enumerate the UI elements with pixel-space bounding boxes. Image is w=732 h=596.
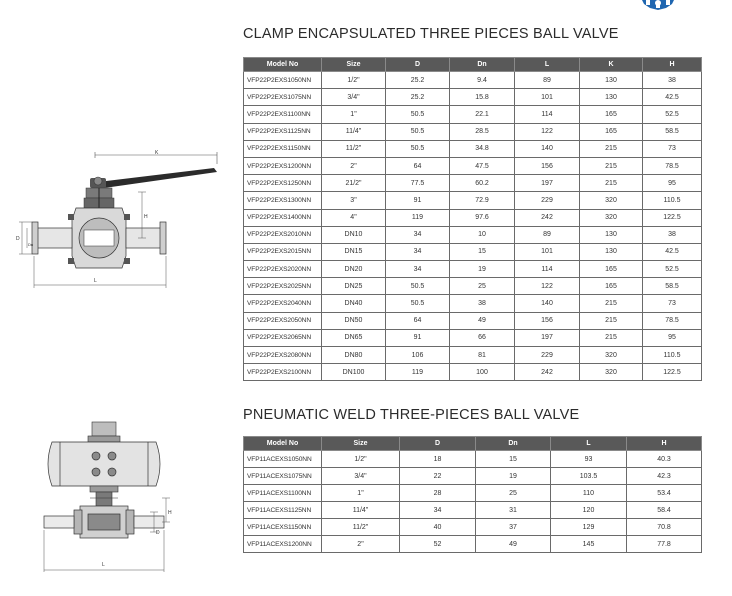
- size-cell: 3/4": [322, 468, 400, 485]
- h-cell: 53.4: [627, 485, 702, 502]
- section-title-pneumatic-valve: PNEUMATIC WELD THREE-PIECES BALL VALVE: [243, 407, 580, 423]
- k-cell: 165: [580, 278, 643, 295]
- dn-cell: 60.2: [450, 175, 515, 192]
- k-cell: 320: [580, 347, 643, 364]
- l-cell: 156: [515, 312, 580, 329]
- model-no-cell: VFP22P2EXS2040NN: [244, 295, 322, 312]
- model-no-cell: VFP22P2EXS1125NN: [244, 123, 322, 140]
- d-cell: 52: [400, 536, 476, 553]
- h-cell: 70.8: [627, 519, 702, 536]
- h-cell: 40.3: [627, 451, 702, 468]
- l-cell: 242: [515, 364, 580, 381]
- actuator-top: [88, 422, 120, 442]
- table-row: [244, 278, 702, 295]
- d-cell: 50.5: [386, 295, 450, 312]
- model-no-cell: VFP22P2EXS1200NN: [244, 157, 322, 174]
- k-cell: 215: [580, 157, 643, 174]
- l-cell: 122: [515, 278, 580, 295]
- d-cell: 50.5: [386, 140, 450, 157]
- k-cell: 215: [580, 295, 643, 312]
- table-row: [244, 261, 702, 278]
- l-cell: 140: [515, 295, 580, 312]
- l-cell: 145: [551, 536, 627, 553]
- model-no-cell: VFP22P2EXS2065NN: [244, 329, 322, 346]
- l-cell: 114: [515, 261, 580, 278]
- size-cell: DN40: [322, 295, 386, 312]
- dn-cell: 10: [450, 226, 515, 243]
- d-cell: 25.2: [386, 89, 450, 106]
- size-cell: 11/2": [322, 140, 386, 157]
- l-cell: 229: [515, 347, 580, 364]
- dn-label: Dn: [28, 242, 34, 247]
- d-cell: 91: [386, 329, 450, 346]
- model-no-cell: VFP22P2EXS2080NN: [244, 347, 322, 364]
- d-cell: 18: [400, 451, 476, 468]
- h-cell: 95: [643, 329, 702, 346]
- dn-cell: 81: [450, 347, 515, 364]
- model-no-cell: VFP22P2EXS2100NN: [244, 364, 322, 381]
- table-row: [244, 192, 702, 209]
- table-row: [244, 329, 702, 346]
- l-cell: 101: [515, 89, 580, 106]
- table-row: [244, 209, 702, 226]
- column-header-model-no: Model No: [244, 437, 322, 451]
- l-label: L: [94, 278, 97, 284]
- h-cell: 78.5: [643, 157, 702, 174]
- k-cell: 320: [580, 192, 643, 209]
- dn-cell: 97.6: [450, 209, 515, 226]
- size-cell: 11/4": [322, 123, 386, 140]
- column-header-dn: Dn: [476, 437, 551, 451]
- h-cell: 42.3: [627, 468, 702, 485]
- table-row: [244, 226, 702, 243]
- model-no-cell: VFP22P2EXS2010NN: [244, 226, 322, 243]
- size-cell: 2": [322, 536, 400, 553]
- size-cell: 21/2": [322, 175, 386, 192]
- valve-body: [44, 506, 164, 538]
- h-cell: 95: [643, 175, 702, 192]
- dn-cell: 37: [476, 519, 551, 536]
- clamp-valve-spec-table: [243, 57, 702, 381]
- size-cell: DN20: [322, 261, 386, 278]
- size-cell: 1": [322, 485, 400, 502]
- size-cell: DN100: [322, 364, 386, 381]
- d-cell: 77.5: [386, 175, 450, 192]
- column-header-d: D: [400, 437, 476, 451]
- dn-cell: 15: [450, 243, 515, 260]
- l-cell: 156: [515, 157, 580, 174]
- l-cell: 93: [551, 451, 627, 468]
- table-row: [244, 485, 702, 502]
- table-row: [244, 468, 702, 485]
- h-cell: 110.5: [643, 192, 702, 209]
- size-cell: 11/2": [322, 519, 400, 536]
- mounting-bracket: [90, 486, 118, 506]
- model-no-cell: VFP22P2EXS1050NN: [244, 72, 322, 89]
- gear-logo-icon: [636, 0, 680, 12]
- valve-body: [68, 208, 130, 268]
- l-cell: 197: [515, 175, 580, 192]
- h-cell: 73: [643, 295, 702, 312]
- column-header-k: K: [580, 58, 643, 72]
- table-header-row: [244, 58, 702, 72]
- k-cell: 320: [580, 209, 643, 226]
- model-no-cell: VFP11ACEXS1075NN: [244, 468, 322, 485]
- d-cell: 64: [386, 312, 450, 329]
- table-row: [244, 364, 702, 381]
- h-cell: 77.8: [627, 536, 702, 553]
- dn-cell: 72.9: [450, 192, 515, 209]
- column-header-h: H: [627, 437, 702, 451]
- l-cell: 140: [515, 140, 580, 157]
- column-header-h: H: [643, 58, 702, 72]
- h-cell: 42.5: [643, 89, 702, 106]
- dn-cell: 9.4: [450, 72, 515, 89]
- d-cell: 34: [386, 261, 450, 278]
- d-cell: 50.5: [386, 123, 450, 140]
- model-no-cell: VFP22P2EXS1400NN: [244, 209, 322, 226]
- table-row: [244, 519, 702, 536]
- table-row: [244, 312, 702, 329]
- model-no-cell: VFP11ACEXS1200NN: [244, 536, 322, 553]
- h-cell: 58.5: [643, 278, 702, 295]
- valve-handle: [90, 168, 217, 188]
- dn-cell: 34.8: [450, 140, 515, 157]
- h-cell: 58.4: [627, 502, 702, 519]
- k-label: K: [155, 150, 159, 156]
- d-label: D: [156, 530, 160, 536]
- model-no-cell: VFP22P2EXS2050NN: [244, 312, 322, 329]
- column-header-size: Size: [322, 58, 386, 72]
- k-cell: 215: [580, 329, 643, 346]
- d-cell: 34: [386, 243, 450, 260]
- model-no-cell: VFP22P2EXS1075NN: [244, 89, 322, 106]
- model-no-cell: VFP22P2EXS1300NN: [244, 192, 322, 209]
- k-cell: 130: [580, 72, 643, 89]
- dn-cell: 47.5: [450, 157, 515, 174]
- dn-cell: 19: [476, 468, 551, 485]
- section-title-clamp-valve: CLAMP ENCAPSULATED THREE PIECES BALL VALVE: [243, 26, 619, 42]
- pneumatic-valve-spec-table: [243, 436, 702, 553]
- d-cell: 106: [386, 347, 450, 364]
- table-row: [244, 347, 702, 364]
- h-cell: 110.5: [643, 347, 702, 364]
- table-row: [244, 536, 702, 553]
- dn-cell: 38: [450, 295, 515, 312]
- d-label: D: [16, 236, 20, 242]
- size-cell: 3": [322, 192, 386, 209]
- l-cell: 101: [515, 243, 580, 260]
- table-row: [244, 140, 702, 157]
- d-cell: 40: [400, 519, 476, 536]
- dn-cell: 15.8: [450, 89, 515, 106]
- l-cell: 103.5: [551, 468, 627, 485]
- k-cell: 215: [580, 175, 643, 192]
- dn-cell: 22.1: [450, 106, 515, 123]
- table-row: [244, 123, 702, 140]
- model-no-cell: VFP11ACEXS1050NN: [244, 451, 322, 468]
- pneumatic-ball-valve-drawing: [30, 414, 215, 574]
- l-cell: 89: [515, 72, 580, 89]
- model-no-cell: VFP22P2EXS2015NN: [244, 243, 322, 260]
- h-label: H: [168, 510, 172, 516]
- d-cell: 34: [386, 226, 450, 243]
- model-no-cell: VFP11ACEXS1125NN: [244, 502, 322, 519]
- d-cell: 50.5: [386, 106, 450, 123]
- dn-cell: 49: [476, 536, 551, 553]
- model-no-cell: VFP22P2EXS1150NN: [244, 140, 322, 157]
- column-header-l: L: [515, 58, 580, 72]
- h-cell: 42.5: [643, 243, 702, 260]
- table-row: [244, 451, 702, 468]
- d-cell: 119: [386, 364, 450, 381]
- dn-cell: 49: [450, 312, 515, 329]
- size-cell: DN10: [322, 226, 386, 243]
- d-cell: 119: [386, 209, 450, 226]
- size-cell: DN80: [322, 347, 386, 364]
- table-row: [244, 106, 702, 123]
- model-no-cell: VFP11ACEXS1100NN: [244, 485, 322, 502]
- model-no-cell: VFP11ACEXS1150NN: [244, 519, 322, 536]
- d-dimension: [19, 222, 32, 254]
- k-cell: 165: [580, 261, 643, 278]
- size-cell: 11/4": [322, 502, 400, 519]
- dn-cell: 25: [476, 485, 551, 502]
- h-cell: 52.5: [643, 261, 702, 278]
- k-cell: 165: [580, 123, 643, 140]
- k-cell: 130: [580, 89, 643, 106]
- table-row: [244, 175, 702, 192]
- model-no-cell: VFP22P2EXS1100NN: [244, 106, 322, 123]
- h-cell: 73: [643, 140, 702, 157]
- size-cell: 3/4": [322, 89, 386, 106]
- h-cell: 58.5: [643, 123, 702, 140]
- size-cell: DN25: [322, 278, 386, 295]
- column-header-d: D: [386, 58, 450, 72]
- column-header-size: Size: [322, 437, 400, 451]
- d-cell: 64: [386, 157, 450, 174]
- pneumatic-actuator: [48, 442, 160, 486]
- table-row: [244, 502, 702, 519]
- h-cell: 78.5: [643, 312, 702, 329]
- h-cell: 122.5: [643, 364, 702, 381]
- column-header-l: L: [551, 437, 627, 451]
- table-header-row: [244, 437, 702, 451]
- size-cell: DN15: [322, 243, 386, 260]
- model-no-cell: VFP22P2EXS2025NN: [244, 278, 322, 295]
- clamp-ball-valve-drawing: [14, 148, 224, 293]
- k-cell: 215: [580, 312, 643, 329]
- dn-cell: 31: [476, 502, 551, 519]
- dn-cell: 25: [450, 278, 515, 295]
- table-row: [244, 89, 702, 106]
- size-cell: 1": [322, 106, 386, 123]
- column-header-model-no: Model No: [244, 58, 322, 72]
- k-cell: 130: [580, 226, 643, 243]
- dn-cell: 28.5: [450, 123, 515, 140]
- size-cell: 2": [322, 157, 386, 174]
- h-cell: 52.5: [643, 106, 702, 123]
- size-cell: 1/2": [322, 72, 386, 89]
- k-cell: 215: [580, 140, 643, 157]
- l-cell: 242: [515, 209, 580, 226]
- l-cell: 114: [515, 106, 580, 123]
- k-cell: 130: [580, 243, 643, 260]
- d-cell: 91: [386, 192, 450, 209]
- l-label: L: [102, 562, 105, 568]
- size-cell: 1/2": [322, 451, 400, 468]
- dn-cell: 100: [450, 364, 515, 381]
- d-cell: 28: [400, 485, 476, 502]
- d-cell: 50.5: [386, 278, 450, 295]
- l-cell: 129: [551, 519, 627, 536]
- h-cell: 122.5: [643, 209, 702, 226]
- k-cell: 320: [580, 364, 643, 381]
- k-cell: 165: [580, 106, 643, 123]
- d-cell: 34: [400, 502, 476, 519]
- l-cell: 229: [515, 192, 580, 209]
- dn-cell: 15: [476, 451, 551, 468]
- size-cell: DN50: [322, 312, 386, 329]
- l-cell: 120: [551, 502, 627, 519]
- table-row: [244, 243, 702, 260]
- l-cell: 122: [515, 123, 580, 140]
- dn-cell: 66: [450, 329, 515, 346]
- model-no-cell: VFP22P2EXS1250NN: [244, 175, 322, 192]
- l-cell: 197: [515, 329, 580, 346]
- h-label: H: [144, 214, 148, 220]
- d-cell: 22: [400, 468, 476, 485]
- table-row: [244, 72, 702, 89]
- d-cell: 25.2: [386, 72, 450, 89]
- l-cell: 110: [551, 485, 627, 502]
- dn-cell: 19: [450, 261, 515, 278]
- h-cell: 38: [643, 226, 702, 243]
- l-cell: 89: [515, 226, 580, 243]
- size-cell: 4": [322, 209, 386, 226]
- table-row: [244, 295, 702, 312]
- table-row: [244, 157, 702, 174]
- model-no-cell: VFP22P2EXS2020NN: [244, 261, 322, 278]
- h-cell: 38: [643, 72, 702, 89]
- column-header-dn: Dn: [450, 58, 515, 72]
- size-cell: DN65: [322, 329, 386, 346]
